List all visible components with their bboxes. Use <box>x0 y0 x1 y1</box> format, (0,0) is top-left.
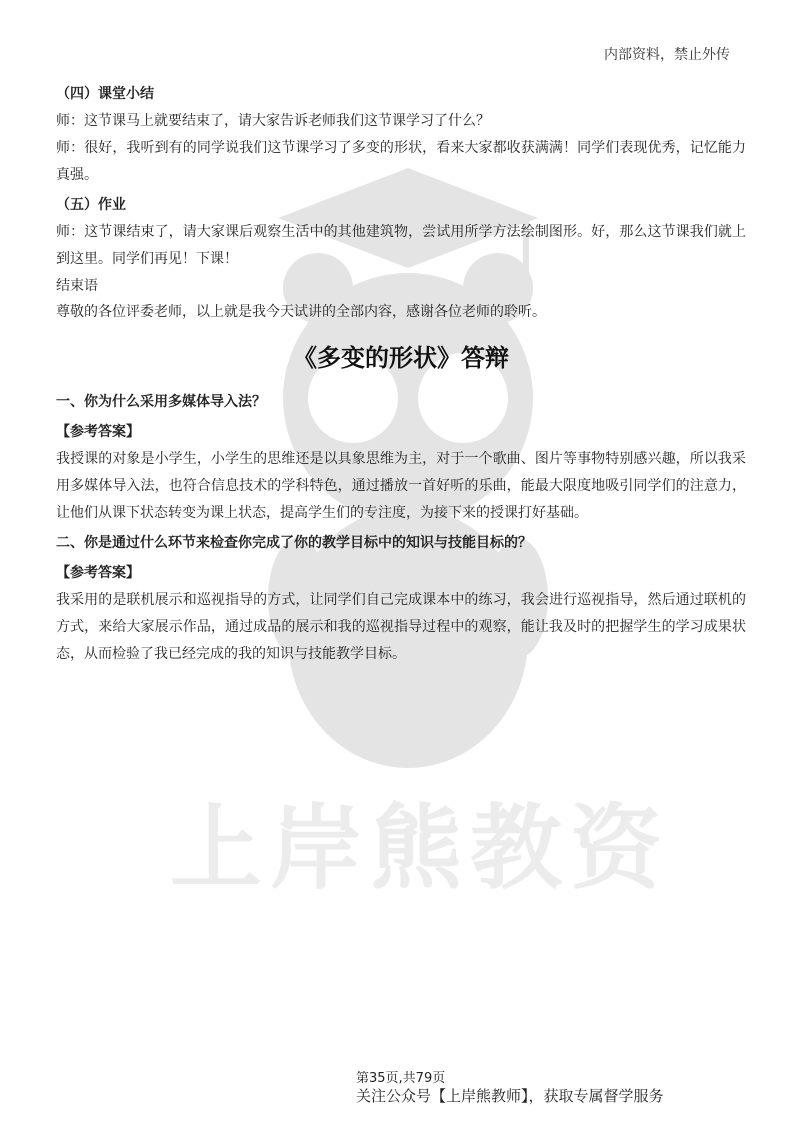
section-heading-summary: （四）课堂小结 <box>56 86 154 102</box>
answer-1-text: 我授课的对象是小学生，小学生的思维还是以具象思维为主，对于一个歌曲、图片等事物特别感兴趣，所以我采用多媒体导入法，也符合信息技术的学科特色，通过播放一首好听的乐曲，能最大限度地吸引同学们的注意力，让他们从课下状态转变为课上状态，提高学生们的专注度，为接下来的授课打好基础。 <box>56 451 746 521</box>
question-1: 一、你为什么采用多媒体导入法？ <box>56 394 266 410</box>
defense-title: 《多变的形状》答辩 <box>293 344 509 372</box>
section-heading-homework: （五）作业 <box>56 197 126 213</box>
brand-watermark: 上岸熊教资 <box>169 795 670 902</box>
closing-paragraph: 尊敬的各位评委老师，以上就是我今天试讲的全部内容，感谢各位老师的聆听。 <box>56 304 546 320</box>
answer-1-label: 【参考答案】 <box>56 424 140 440</box>
page-footer <box>356 1072 716 1106</box>
closing-label: 结束语 <box>56 278 98 294</box>
answer-2-label: 【参考答案】 <box>56 565 140 581</box>
document-body <box>56 78 746 668</box>
page-number: 第35页,共79页 <box>356 1071 446 1086</box>
promo-text: 关注公众号【上岸熊教师】，获取专属督学服务 <box>356 1087 664 1105</box>
summary-paragraph-2: 师：很好，我听到有的同学说我们这节课学习了多变的形状，看来大家都收获满满！同学们表现优秀，记忆能力真强。 <box>56 140 746 183</box>
question-2: 二、你是通过什么环节来检查你完成了你的教学目标中的知识与技能目标的？ <box>56 535 532 551</box>
homework-paragraph: 师：这节课结束了，请大家课后观察生活中的其他建筑物，尝试用所学方法绘制图形。好，那么这节课我们就上到这里。同学们再见！下课！ <box>56 224 746 267</box>
summary-paragraph-1: 师：这节课马上就要结束了，请大家告诉老师我们这节课学习了什么？ <box>56 113 490 129</box>
confidential-note: 内部资料，禁止外传 <box>604 47 730 63</box>
answer-2-text: 我采用的是联机展示和巡视指导的方式，让同学们自己完成课本中的练习，我会进行巡视指导，然后通过联机的方式，来给大家展示作品，通过成品的展示和我的巡视指导过程中的观察，能让我及时的把握学生的学习成果状态，从而检验了我已经完成的我的知识与技能教学目标。 <box>56 592 746 662</box>
